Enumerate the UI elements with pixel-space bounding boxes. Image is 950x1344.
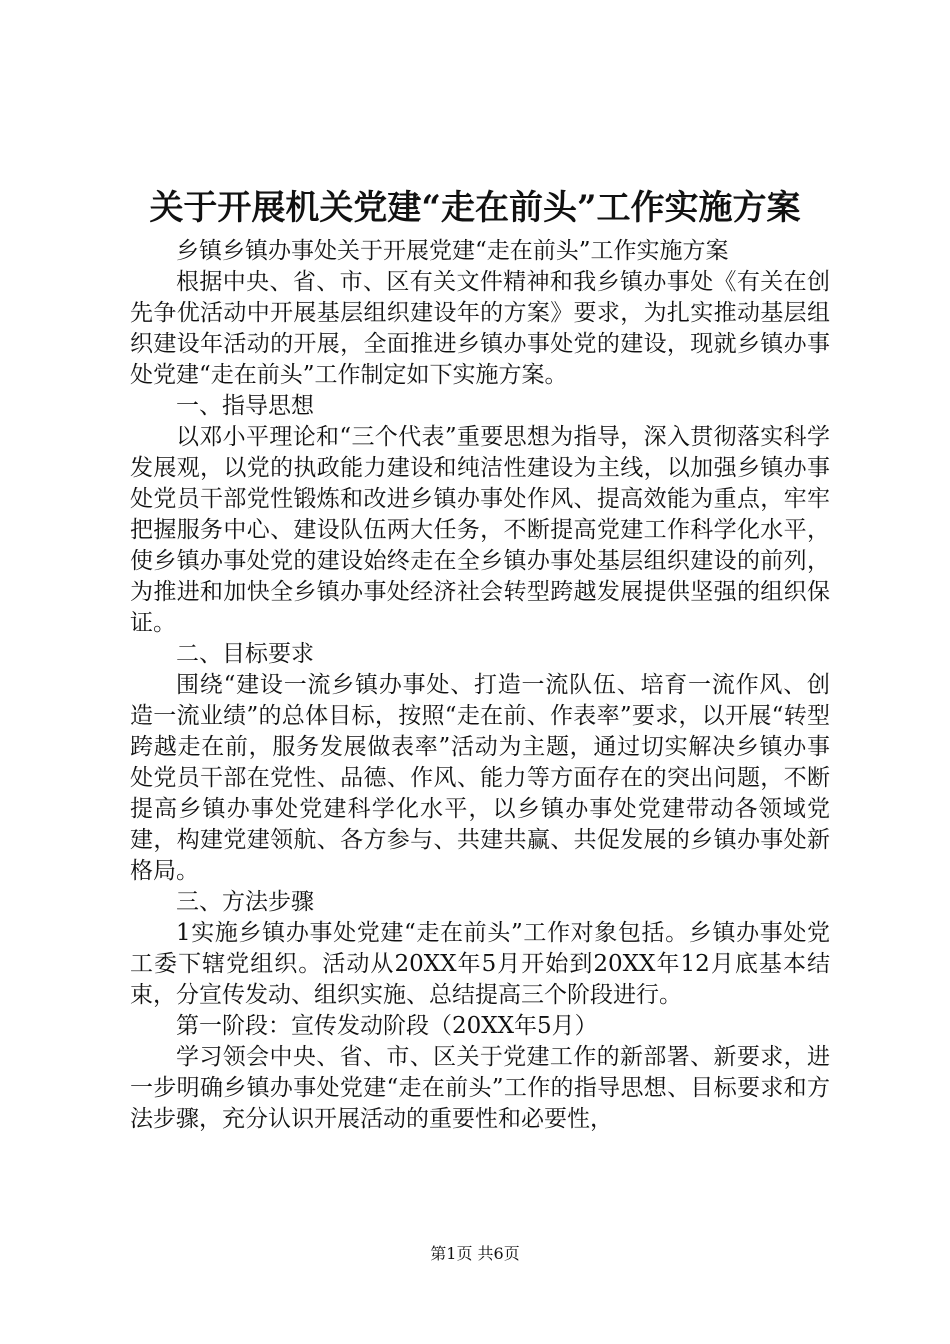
page-footer: 第1页 共6页 (430, 1244, 520, 1263)
paragraph-intro: 根据中央、省、市、区有关文件精神和我乡镇办事处《有关在创先争优活动中开展基层组织建设年的方案》要求，为扎实推动基层组织建设年活动的开展，全面推进乡镇办事处党的建设，现就乡镇办事处党建“走在前头”工作制定如下实施方案。 (130, 269, 830, 388)
document-title: 关于开展机关党建“走在前头”工作实施方案 (149, 188, 801, 228)
document-body (130, 236, 830, 1135)
section-heading-guiding-ideology: 一、指导思想 (176, 393, 314, 419)
section-heading-goals: 二、目标要求 (176, 641, 314, 667)
paragraph-goals: 围绕“建设一流乡镇办事处、打造一流队伍、培育一流作风、创造一流业绩”的总体目标，按照“走在前、作表率”要求，以开展“转型跨越走在前，服务发展做表率”活动为主题，通过切实解决乡镇办事处党员干部在党性、品德、作风、能力等方面存在的突出问题，不断提高乡镇办事处党建科学化水平，以乡镇办事处党建带动各领域党建，构建党建领航、各方参与、共建共赢、共促发展的乡镇办事处新格局。 (130, 672, 830, 884)
section-heading-methods: 三、方法步骤 (176, 889, 314, 915)
paragraph-methods: 1实施乡镇办事处党建“走在前头”工作对象包括。乡镇办事处党工委下辖党组织。活动从20XX年5月开始到20XX年12月底基本结束，分宣传发动、组织实施、总结提高三个阶段进行。 (130, 920, 830, 1008)
stage-one-heading: 第一阶段：宣传发动阶段（20XX年5月） (176, 1013, 598, 1039)
paragraph-guiding-ideology: 以邓小平理论和“三个代表”重要思想为指导，深入贯彻落实科学发展观，以党的执政能力建设和纯洁性建设为主线，以加强乡镇办事处党员干部党性锻炼和改进乡镇办事处作风、提高效能为重点，牢牢把握服务中心、建设队伍两大任务，不断提高党建工作科学化水平，使乡镇办事处党的建设始终走在全乡镇办事处基层组织建设的前列，为推进和加快全乡镇办事处经济社会转型跨越发展提供坚强的组织保证。 (130, 424, 830, 636)
paragraph-stage-one: 学习领会中央、省、市、区关于党建工作的新部署、新要求，进一步明确乡镇办事处党建“走在前头”工作的指导思想、目标要求和方法步骤，充分认识开展活动的重要性和必要性， (130, 1044, 830, 1132)
paragraph-subtitle: 乡镇乡镇办事处关于开展党建“走在前头”工作实施方案 (176, 238, 729, 264)
